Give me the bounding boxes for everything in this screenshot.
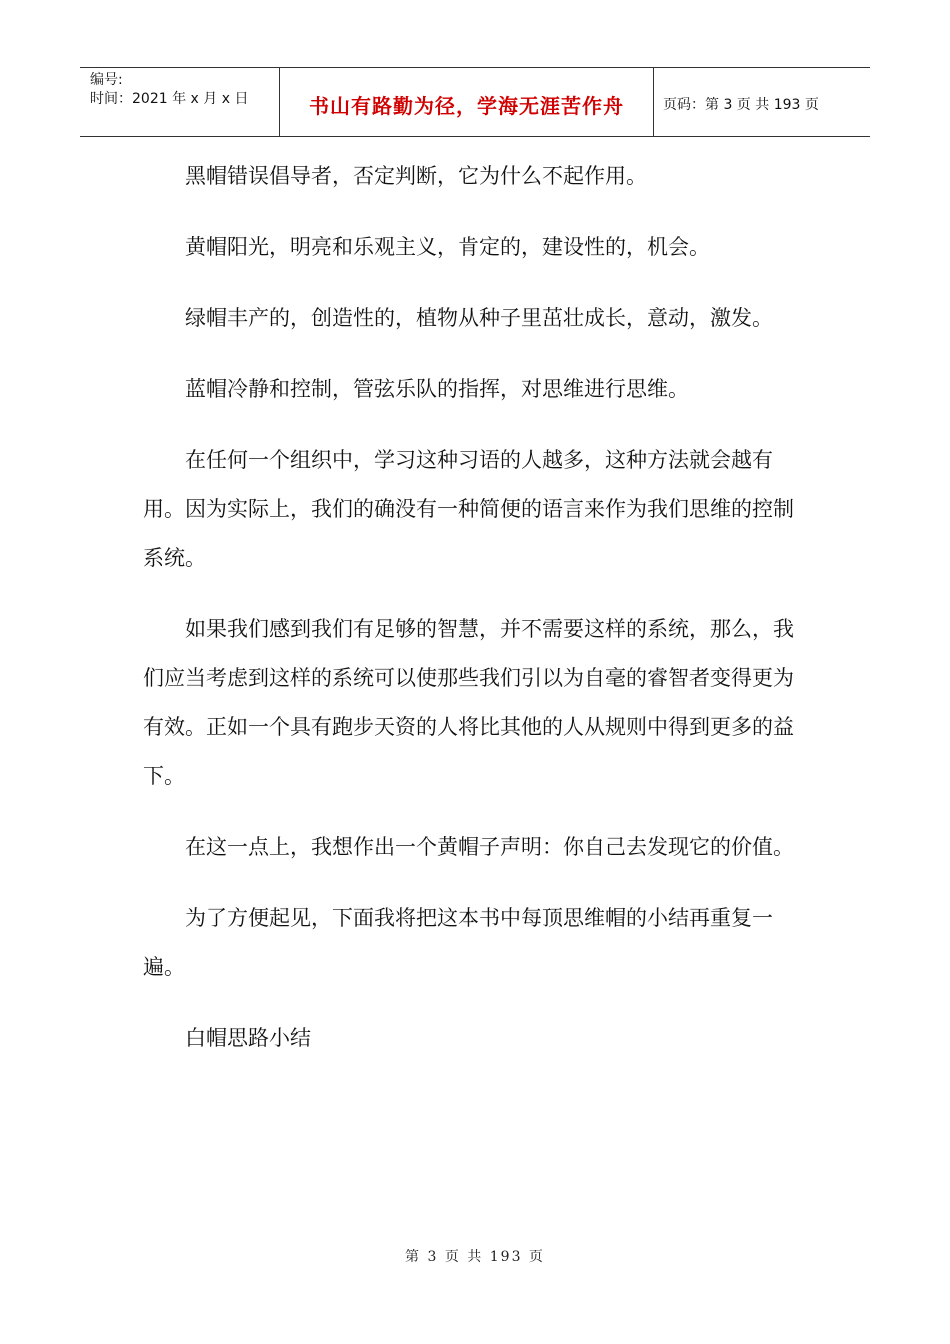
- document-body: [143, 152, 813, 1085]
- header-page-label: 页码：第 3 页 共 193 页: [663, 97, 819, 113]
- header-motto: 书山有路勤为径，学海无涯苦作舟: [280, 68, 654, 136]
- paragraph: 在任何一个组织中，学习这种习语的人越多，这种方法就会越有用。因为实际上，我们的确没有一种简便的语言来作为我们思维的控制系统。: [143, 448, 794, 570]
- paragraph: 黑帽错误倡导者，否定判断，它为什么不起作用。: [185, 164, 647, 188]
- paragraph: 绿帽丰产的，创造性的，植物从种子里茁壮成长，意动，激发。: [185, 306, 773, 330]
- page-footer: 第 3 页 共 193 页: [405, 1249, 545, 1265]
- header-meta: [80, 68, 280, 136]
- document-number-label: 编号:: [90, 72, 123, 88]
- paragraph: 在这一点上，我想作出一个黄帽子声明：你自己去发现它的价值。: [185, 835, 794, 859]
- paragraph: 蓝帽冷静和控制，管弦乐队的指挥，对思维进行思维。: [185, 377, 689, 401]
- paragraph: 为了方便起见，下面我将把这本书中每顶思维帽的小结再重复一遍。: [143, 906, 773, 979]
- document-date-label: 时间：2021 年 x 月 x 日: [90, 91, 249, 107]
- page-header: [80, 67, 870, 137]
- paragraph: 黄帽阳光，明亮和乐观主义，肯定的，建设性的，机会。: [185, 235, 710, 259]
- paragraph: 如果我们感到我们有足够的智慧，并不需要这样的系统，那么，我们应当考虑到这样的系统可以使那些我们引以为自毫的睿智者变得更为有效。正如一个具有跑步天资的人将比其他的人从规则中得到更多的益下。: [143, 617, 794, 788]
- section-heading: 白帽思路小结: [185, 1026, 311, 1050]
